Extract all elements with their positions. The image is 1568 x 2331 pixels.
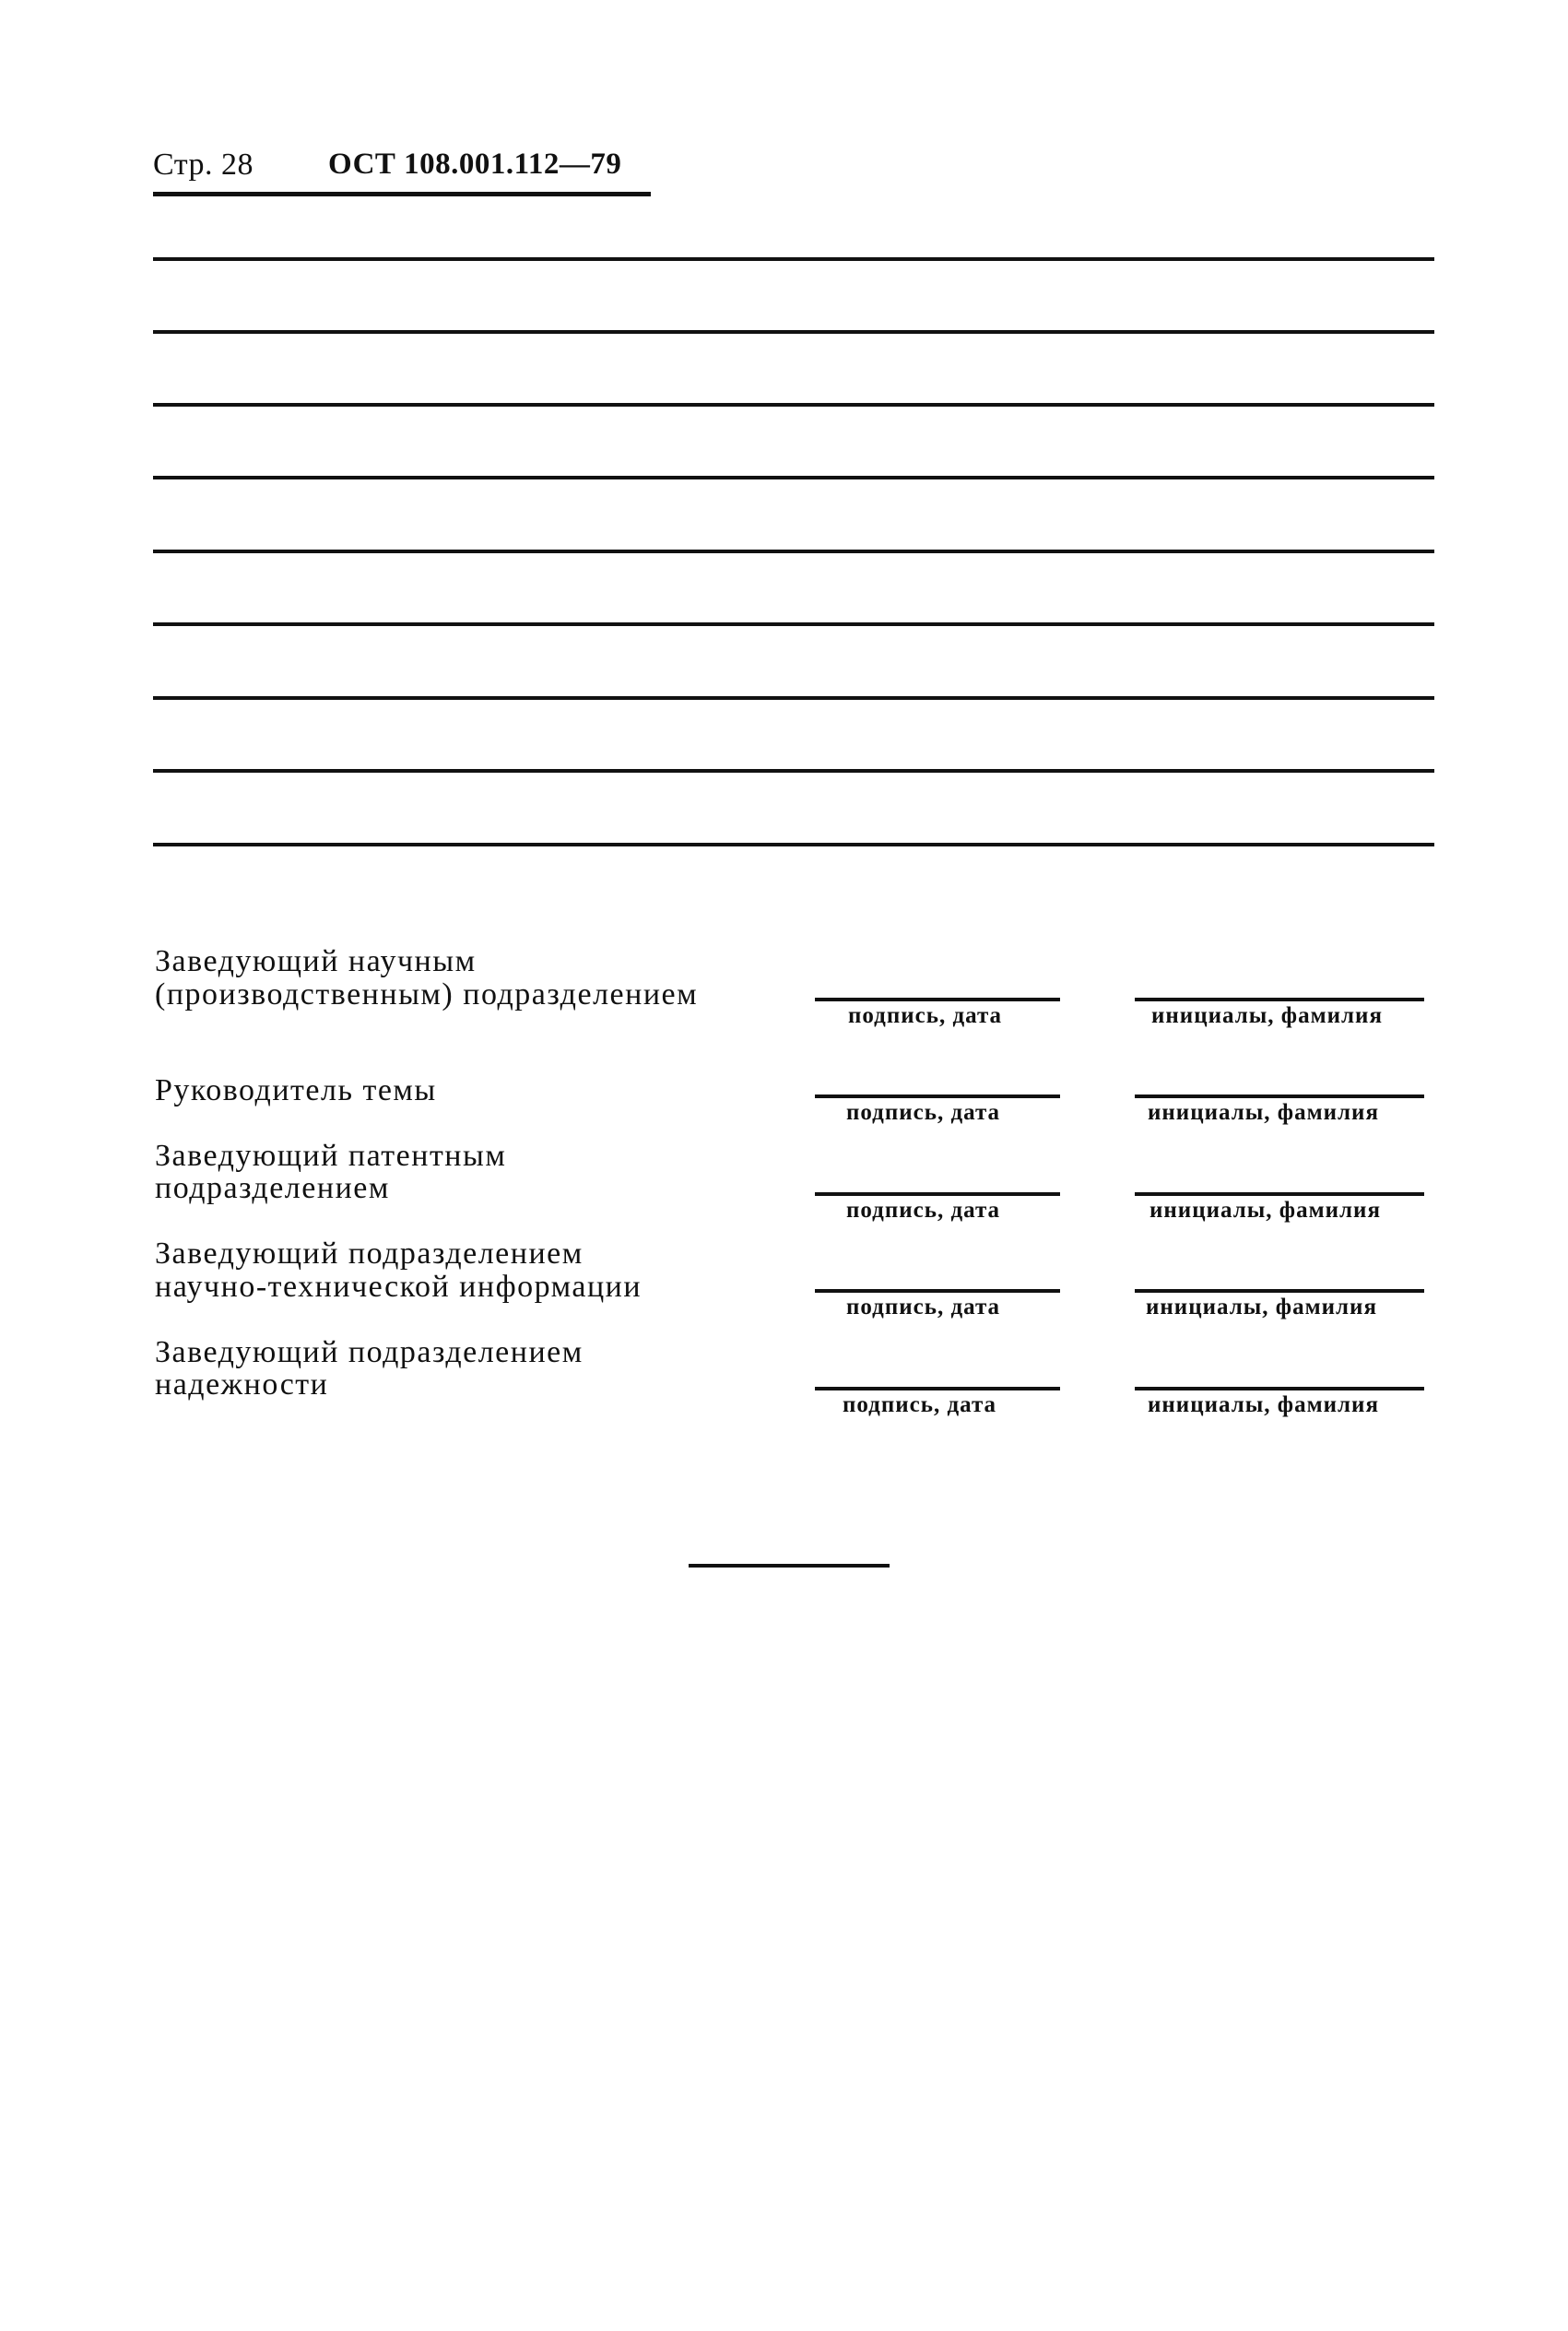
- name-caption: инициалы, фамилия: [1149, 1198, 1381, 1223]
- signature-caption: подпись, дата: [843, 1392, 997, 1417]
- blank-line: [153, 622, 1434, 626]
- name-field[interactable]: [1135, 1192, 1424, 1196]
- blank-line: [153, 476, 1434, 479]
- role-title-line: Заведующий подразделением: [155, 1236, 584, 1271]
- signature-field[interactable]: [815, 1387, 1060, 1390]
- signature-caption: подпись, дата: [846, 1100, 1001, 1125]
- blank-line: [153, 550, 1434, 553]
- role-title-line: Заведующий патентным: [155, 1139, 507, 1173]
- blank-line: [153, 330, 1434, 334]
- role-title-line: подразделением: [155, 1171, 390, 1205]
- role-title-line: надежности: [155, 1367, 329, 1402]
- page-number: Стр. 28: [153, 148, 254, 182]
- signature-field[interactable]: [815, 1289, 1060, 1293]
- name-field[interactable]: [1135, 998, 1424, 1001]
- name-field[interactable]: [1135, 1095, 1424, 1098]
- page-header: [153, 148, 651, 203]
- blank-line: [153, 769, 1434, 773]
- standard-designation: ОСТ 108.001.112—79: [328, 148, 622, 181]
- name-caption: инициалы, фамилия: [1148, 1392, 1379, 1417]
- name-field[interactable]: [1135, 1289, 1424, 1293]
- signature-caption: подпись, дата: [846, 1295, 1001, 1319]
- name-caption: инициалы, фамилия: [1148, 1100, 1379, 1125]
- end-of-page-rule: [689, 1564, 890, 1568]
- signature-caption: подпись, дата: [846, 1198, 1001, 1223]
- role-title-line: Заведующий научным: [155, 944, 477, 978]
- name-caption: инициалы, фамилия: [1146, 1295, 1377, 1319]
- blank-line: [153, 696, 1434, 700]
- role-title-line: Заведующий подразделением: [155, 1335, 584, 1369]
- blank-line: [153, 257, 1434, 261]
- signature-field[interactable]: [815, 1095, 1060, 1098]
- role-title-line: Руководитель темы: [155, 1073, 437, 1107]
- header-underline: [153, 192, 651, 196]
- role-title-line: (производственным) подразделением: [155, 977, 699, 1012]
- blank-line: [153, 843, 1434, 846]
- role-title-line: научно-технической информации: [155, 1270, 643, 1304]
- signature-field[interactable]: [815, 998, 1060, 1001]
- blank-line: [153, 403, 1434, 407]
- signature-field[interactable]: [815, 1192, 1060, 1196]
- signature-caption: подпись, дата: [848, 1003, 1003, 1028]
- name-caption: инициалы, фамилия: [1151, 1003, 1383, 1028]
- name-field[interactable]: [1135, 1387, 1424, 1390]
